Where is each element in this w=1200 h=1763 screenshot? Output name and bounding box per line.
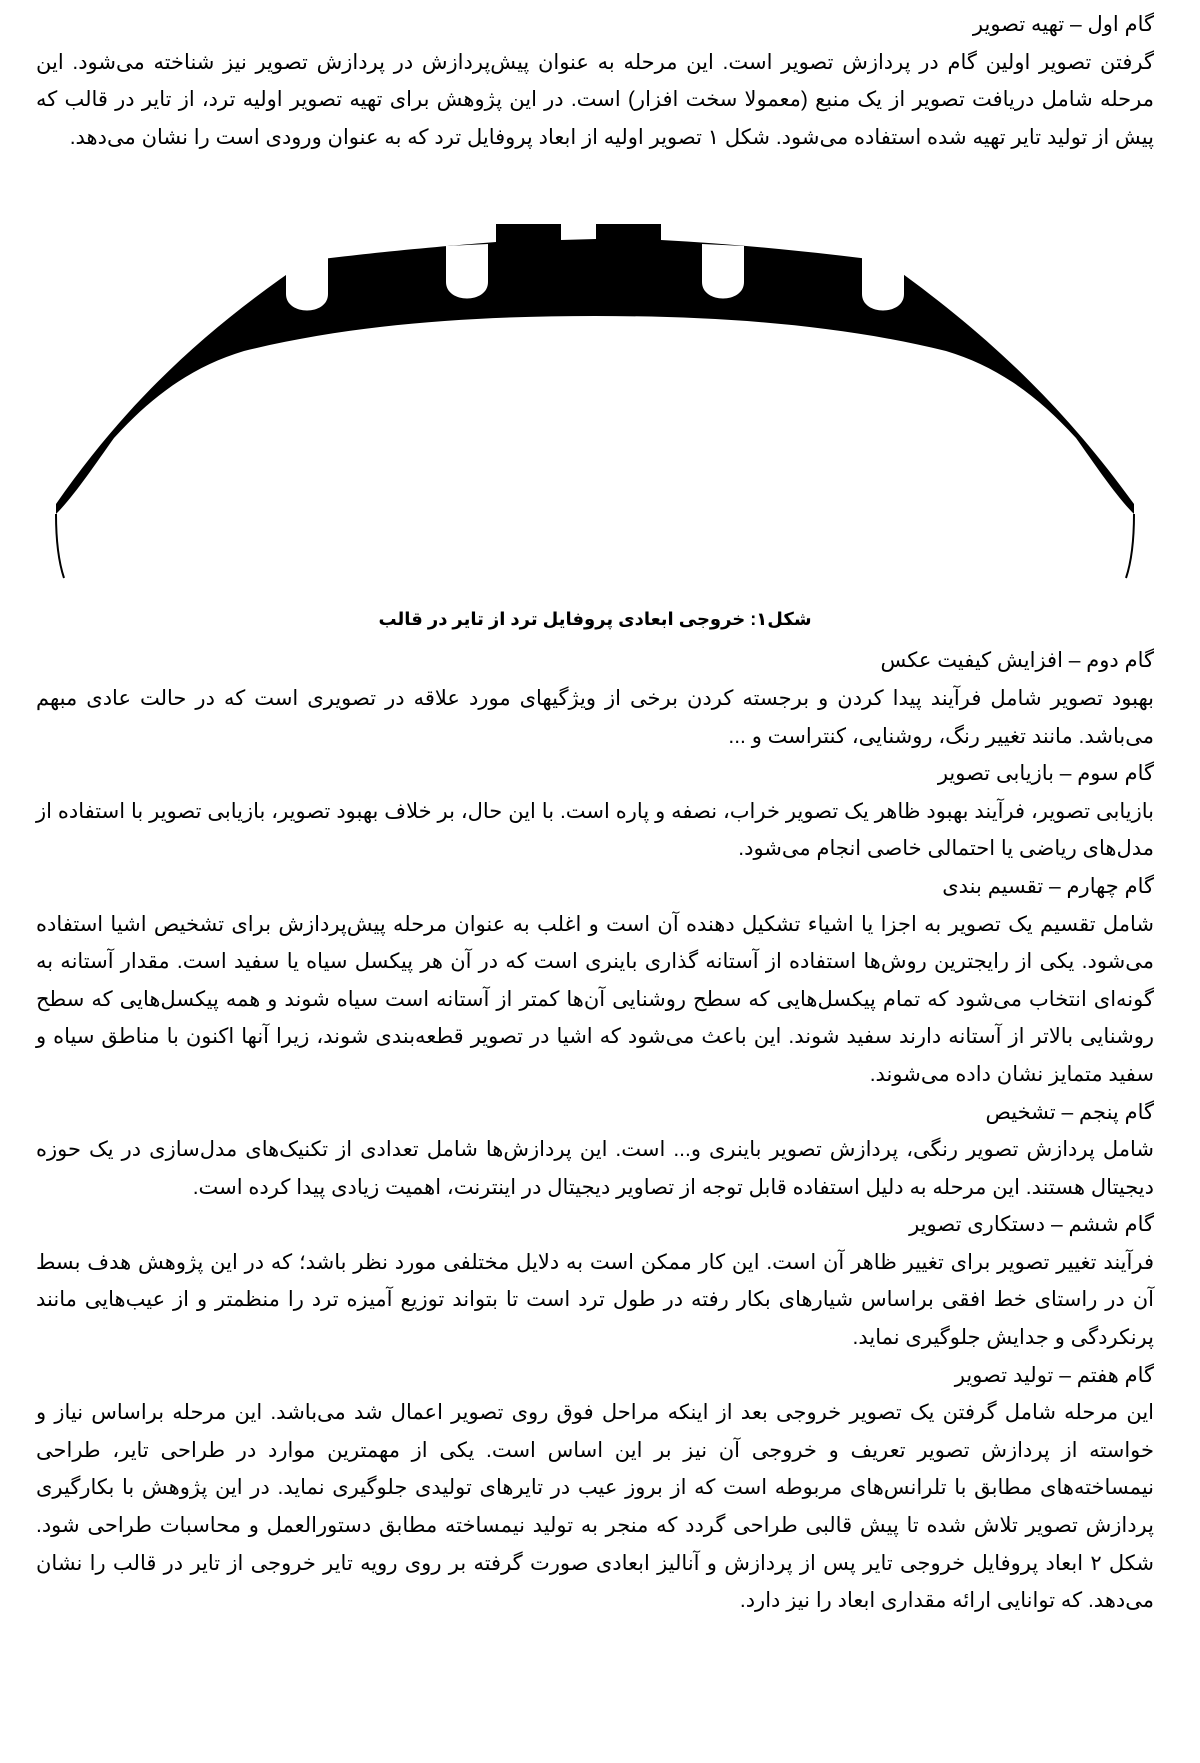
document-page — [36, 6, 1154, 1620]
section3-body: بازیابی تصویر، فرآیند بهبود ظاهر یک تصویر خراب، نصفه و پاره است. با این حال، بر خلاف بهبود تصویر، بازیابی تصویر با استفاده از مدل‌های ریاضی یا احتمالی خاصی انجام می‌شود. — [36, 799, 1154, 861]
section6-body: فرآیند تغییر تصویر برای تغییر ظاهر آن است. این کار ممکن است به دلایل مختلفی مورد نظر باشد؛ که در این پژوهش هدف بسط آن در راستای خط افقی براساس شیارهای بکار رفته در طول ترد است تا بتواند توزیع آمیزه ترد را منظمتر و از عیب‌هایی مانند پرنکردگی و جدایش جلوگیری نماید. — [36, 1250, 1154, 1350]
tread-edge-right — [1126, 514, 1134, 578]
section1-heading: گام اول – تهیه تصویر — [972, 13, 1154, 36]
section7-heading: گام هفتم – تولید تصویر — [954, 1363, 1154, 1387]
section3-heading: گام سوم – بازیابی تصویر — [937, 762, 1154, 786]
section4-heading: گام چهارم – تقسیم بندی — [942, 874, 1154, 898]
tire-tread-profile-image — [36, 166, 1154, 604]
section5-heading: گام پنجم – تشخیص — [985, 1100, 1154, 1124]
tread-groove-2 — [446, 244, 488, 299]
section4-body: شامل تقسیم یک تصویر به اجزا یا اشیاء تشکیل دهنده آن است و اغلب به عنوان مرحله پیش‌پردازش برای تشخیص اشیا استفاده می‌شود. یکی از رایجترین روش‌ها استفاده از آستانه گذاری باینری است که در آن هر پیکسل سیاه یا سفید است. مقدار آستانه به گونه‌ای انتخاب می‌شود که تمام پیکسل‌هایی که سطح روشنایی آن‌ها کمتر از آستانه است سیاه شوند و همه پیکسل‌هایی که سطح روشنایی بالاتر از آستانه دارند سفید شوند. این باعث می‌شود که اشیا در تصویر قطعه‌بندی شوند، زیرا آنها اکنون با مناطق سیاه و سفید متمایز نشان داده می‌شوند. — [36, 912, 1154, 1086]
tread-groove-1 — [286, 255, 328, 311]
section2-heading: گام دوم – افزایش کیفیت عکس — [880, 649, 1154, 673]
section2-body: بهبود تصویر شامل فرآیند پیدا کردن و برجسته کردن برخی از ویژگیهای مورد علاقه در تصویری است که در حالت عادی مبهم می‌باشد. مانند تغییر رنگ، روشنایی، کنتراست و ... — [36, 686, 1154, 748]
figure1-caption: شکل۱: خروجی ابعادی پروفایل ترد از تایر در قالب — [378, 609, 812, 630]
figure1 — [36, 166, 1154, 604]
tread-body-shape — [56, 224, 1134, 514]
section6-heading: گام ششم – دستکاری تصویر — [909, 1213, 1154, 1237]
tread-groove-4 — [862, 255, 904, 311]
section5-body: شامل پردازش تصویر رنگی، پردازش تصویر باینری و... است. این پردازش‌ها شامل تعدادی از تکنیک‌های مدل‌سازی در یک حوزه دیجیتال هستند. این مرحله به دلیل استفاده قابل توجه از تصاویر دیجیتال در اینترنت، اهمیت زیادی پیدا کرده است. — [36, 1138, 1154, 1199]
section7-body: این مرحله شامل گرفتن یک تصویر خروجی بعد از اینکه مراحل فوق روی تصویر اعمال شد می‌باشد. این مرحله براساس نیاز و خواسته از پردازش تصویر تعریف و خروجی آن نیز بر این اساس است. یکی از مهمترین موارد در طراحی تایر، طراحی نیمساخته‌های مطابق با تلرانس‌های مربوطه است که از بروز عیب در تایرهای تولیدی جلوگیری نماید. در این پژوهش با بکارگیری پردازش تصویر تلاش شده تا پیش قالبی طراحی گردد که منجر به تولید نیمساخته مطابق دستورالعمل و محاسبات طراحی شود. شکل ۲ ابعاد پروفایل خروجی تایر پس از پردازش و آنالیز ابعادی صورت گرفته بر روی رویه تایر خروجی از تایر در قالب را نشان می‌دهد. که توانایی ارائه مقداری ابعاد را نیز دارد. — [36, 1401, 1154, 1613]
section1-body: گرفتن تصویر اولین گام در پردازش تصویر است. این مرحله به عنوان پیش‌پردازش در پردازش تصویر نیز شناخته می‌شود. این مرحله شامل دریافت تصویر از یک منبع (معمولا سخت افزار) است. در این پژوهش برای تهیه تصویر اولیه ترد، از تایر در قالب که پیش از تولید تایر تهیه شده استفاده می‌شود. شکل ۱ تصویر اولیه از ابعاد پروفایل ترد که به عنوان ورودی است را نشان می‌دهد. — [36, 50, 1154, 149]
tread-edge-left — [56, 514, 64, 578]
tread-groove-3 — [702, 244, 744, 299]
